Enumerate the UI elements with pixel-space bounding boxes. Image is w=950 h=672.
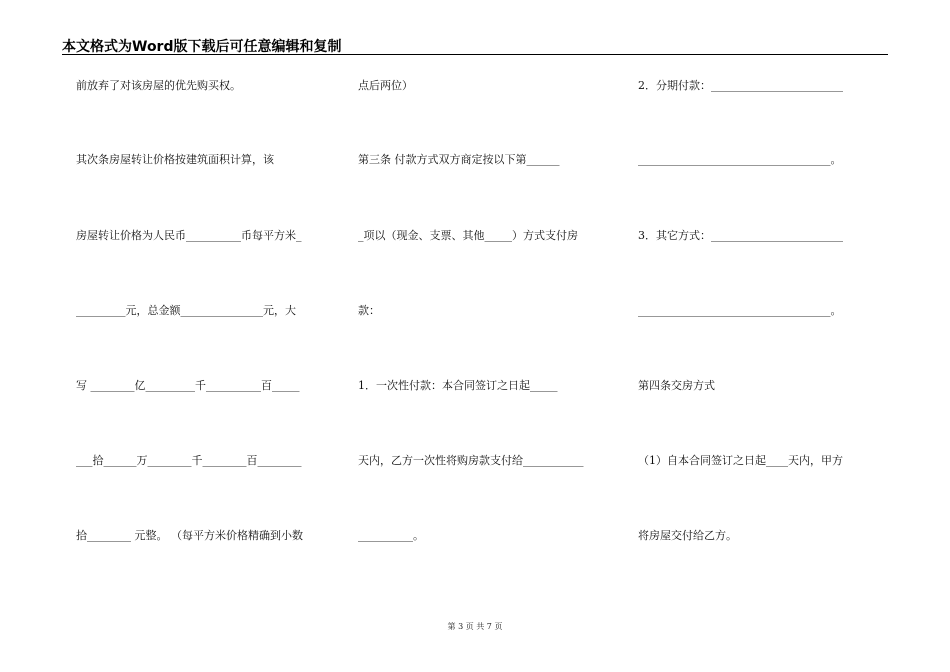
header-divider xyxy=(62,54,888,55)
text-line: 第四条交房方式 xyxy=(638,379,715,392)
text-line: 拾________ 元整。 （每平方米价格精确到小数 xyxy=(76,529,303,542)
text-line: _项以（现金、支票、其他_____）方式支付房 xyxy=(358,229,578,242)
text-line: 1．一次性付款：本合同签订之日起_____ xyxy=(358,379,558,392)
text-line: _________元，总金额_______________元，大 xyxy=(76,304,296,317)
text-line: 2．分期付款：________________________ xyxy=(638,79,843,92)
text-line: 天内，乙方一次性将购房款支付给___________ xyxy=(358,454,584,467)
text-line: 点后两位） xyxy=(358,79,413,92)
text-line: 其次条房屋转让价格按建筑面积计算，该 xyxy=(76,153,274,166)
text-line: 将房屋交付给乙方。 xyxy=(638,529,737,542)
text-line: （1）自本合同签订之日起____天内，甲方 xyxy=(638,454,843,467)
text-line: 3．其它方式：________________________ xyxy=(638,229,843,242)
text-line: 前放弃了对该房屋的优先购买权。 xyxy=(76,79,241,92)
text-line: ___________________________________。 xyxy=(638,304,842,317)
text-line: 写 ________亿_________千__________百_____ xyxy=(76,379,300,392)
text-line: ___拾______万________千________百________ xyxy=(76,454,302,467)
text-line: ___________________________________。 xyxy=(638,153,842,166)
text-line: 房屋转让价格为人民币__________币每平方米_ xyxy=(76,229,302,242)
text-line: __________。 xyxy=(358,529,424,542)
text-line: 款： xyxy=(358,304,380,317)
page-header-title: 本文格式为Word版下载后可任意编辑和复制 xyxy=(62,39,342,55)
text-line: 第三条 付款方式双方商定按以下第______ xyxy=(358,153,560,166)
page-number-footer: 第 3 页 共 7 页 xyxy=(447,622,503,631)
